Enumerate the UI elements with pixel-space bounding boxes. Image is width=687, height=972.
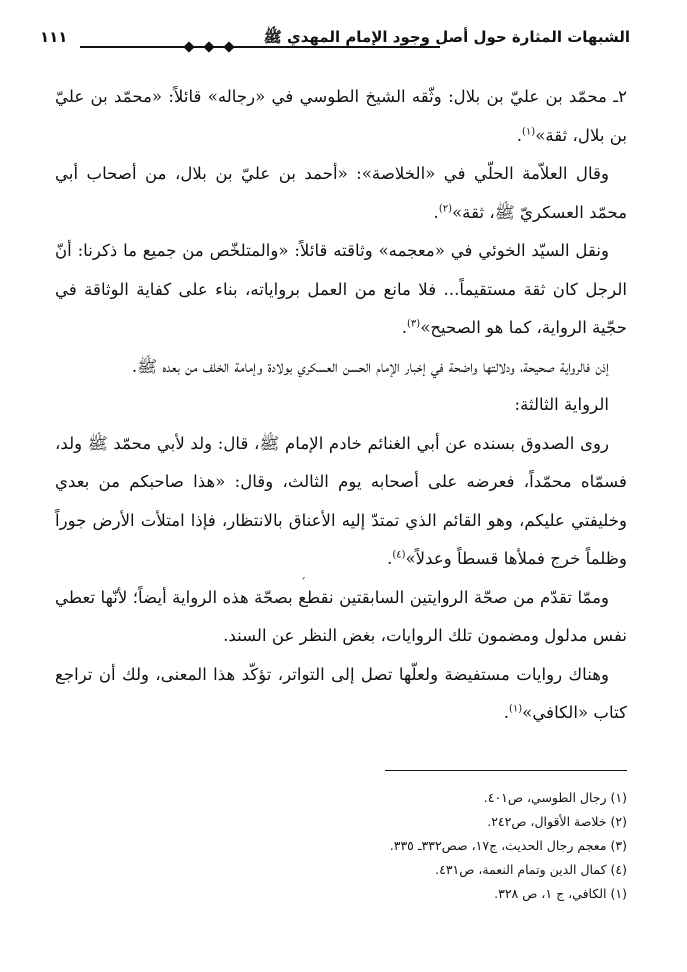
footnote-ref[interactable]: (١) <box>522 125 536 137</box>
header-ornament-rule <box>80 38 440 56</box>
paragraph: وقال العلاّمة الحلّي في «الخلاصة»: «أحمد بن عليّ بن بلال، من أصحاب أبي محمّد العسكريّ ﷺ، ثقة»$^{(٢)}$. <box>55 164 627 222</box>
footnote-item: (١) الكافي، ج ١، ص ٣٢٨. <box>494 886 627 901</box>
footnotes <box>260 786 627 906</box>
paragraph: وممّا تقدّم من صحّة الروايتين السابقتين نقطع بصحّة هذه الرواية أيضاً؛ لأنّها تعطي نفس مدلول ومضمون تلك الروايات، بغض النظر عن السند. <box>55 587 627 645</box>
section-heading: الرواية الثالثة: <box>514 395 609 414</box>
footnote-ref[interactable]: (١) <box>508 703 523 715</box>
footnote-item: (٣) معجم رجال الحديث، ج١٧، صص٣٣٢ـ ٣٣٥. <box>389 838 627 853</box>
paragraph: وهناك روايات مستفيضة ولعلّها تصل إلى التواتر، تؤكّد هذا المعنى، ولك أن تراجع كتاب «الكافي»$^{(١)}$. <box>55 664 627 722</box>
footnote-separator <box>385 770 627 771</box>
paragraph: روى الصدوق بسنده عن أبي الغنائم خادم الإمام ﷺ، قال: ولد لأبي محمّد ﷺ ولد، فسمّاه محمّداً، فعرضه على أصحابه يوم الثالث، وقال: «هذا صاحبكم من بعدي وخليفتي عليكم، وهو القائم الذي تمتدّ إليه الأعناق بالانتظار، فإذا امتلأت الأرض جوراً وظلماً خرج فملأها قسطاً وعدلاً»$^{(٤)}$. <box>55 433 627 568</box>
paragraph: إذن فالرواية صحيحة، ودلالتها واضحة في إخبار الإمام الحسن العسكري بولادة وإمامة الخلف من بعده ﷺ. <box>131 356 609 376</box>
footnote-ref[interactable]: (٢) <box>438 202 453 214</box>
page-number: ١١١ <box>40 28 68 46</box>
running-header <box>40 24 630 52</box>
footnote-item: (٢) خلاصة الأقوال، ص٢٤٢. <box>487 814 627 829</box>
paragraph: ٢ـ محمّد بن عليّ بن بلال: وثّقه الشيخ الطوسي في «رجاله» قائلاً: «محمّد بن عليّ بن بلال، ثقة»$^{(١)}$. <box>55 87 627 145</box>
footnote-item: (٤) كمال الدين وتمام النعمة، ص٤٣١. <box>435 862 627 877</box>
main-text <box>55 78 627 733</box>
stray-mark: ´ <box>300 576 306 590</box>
paragraph: ونقل السيّد الخوئي في «معجمه» وثاقته قائلاً: «والمتلخّص من جميع ما ذكرنا: أنّ الرجل كان ثقة مستقيماً... فلا مانع من العمل برواياته، بناء على كفاية الوثاقة في حجّية الرواية، كما هو الصحيح»$^{(٣)}$. <box>55 241 627 337</box>
footnote-ref[interactable]: (٤) <box>392 549 406 561</box>
footnote-item: (١) رجال الطوسي، ص٤٠١. <box>483 790 627 805</box>
running-title: الشبهات المثارة حول أصل وجود الإمام المهدي ﷺ <box>263 28 630 46</box>
footnote-ref[interactable]: (٣) <box>407 318 421 330</box>
